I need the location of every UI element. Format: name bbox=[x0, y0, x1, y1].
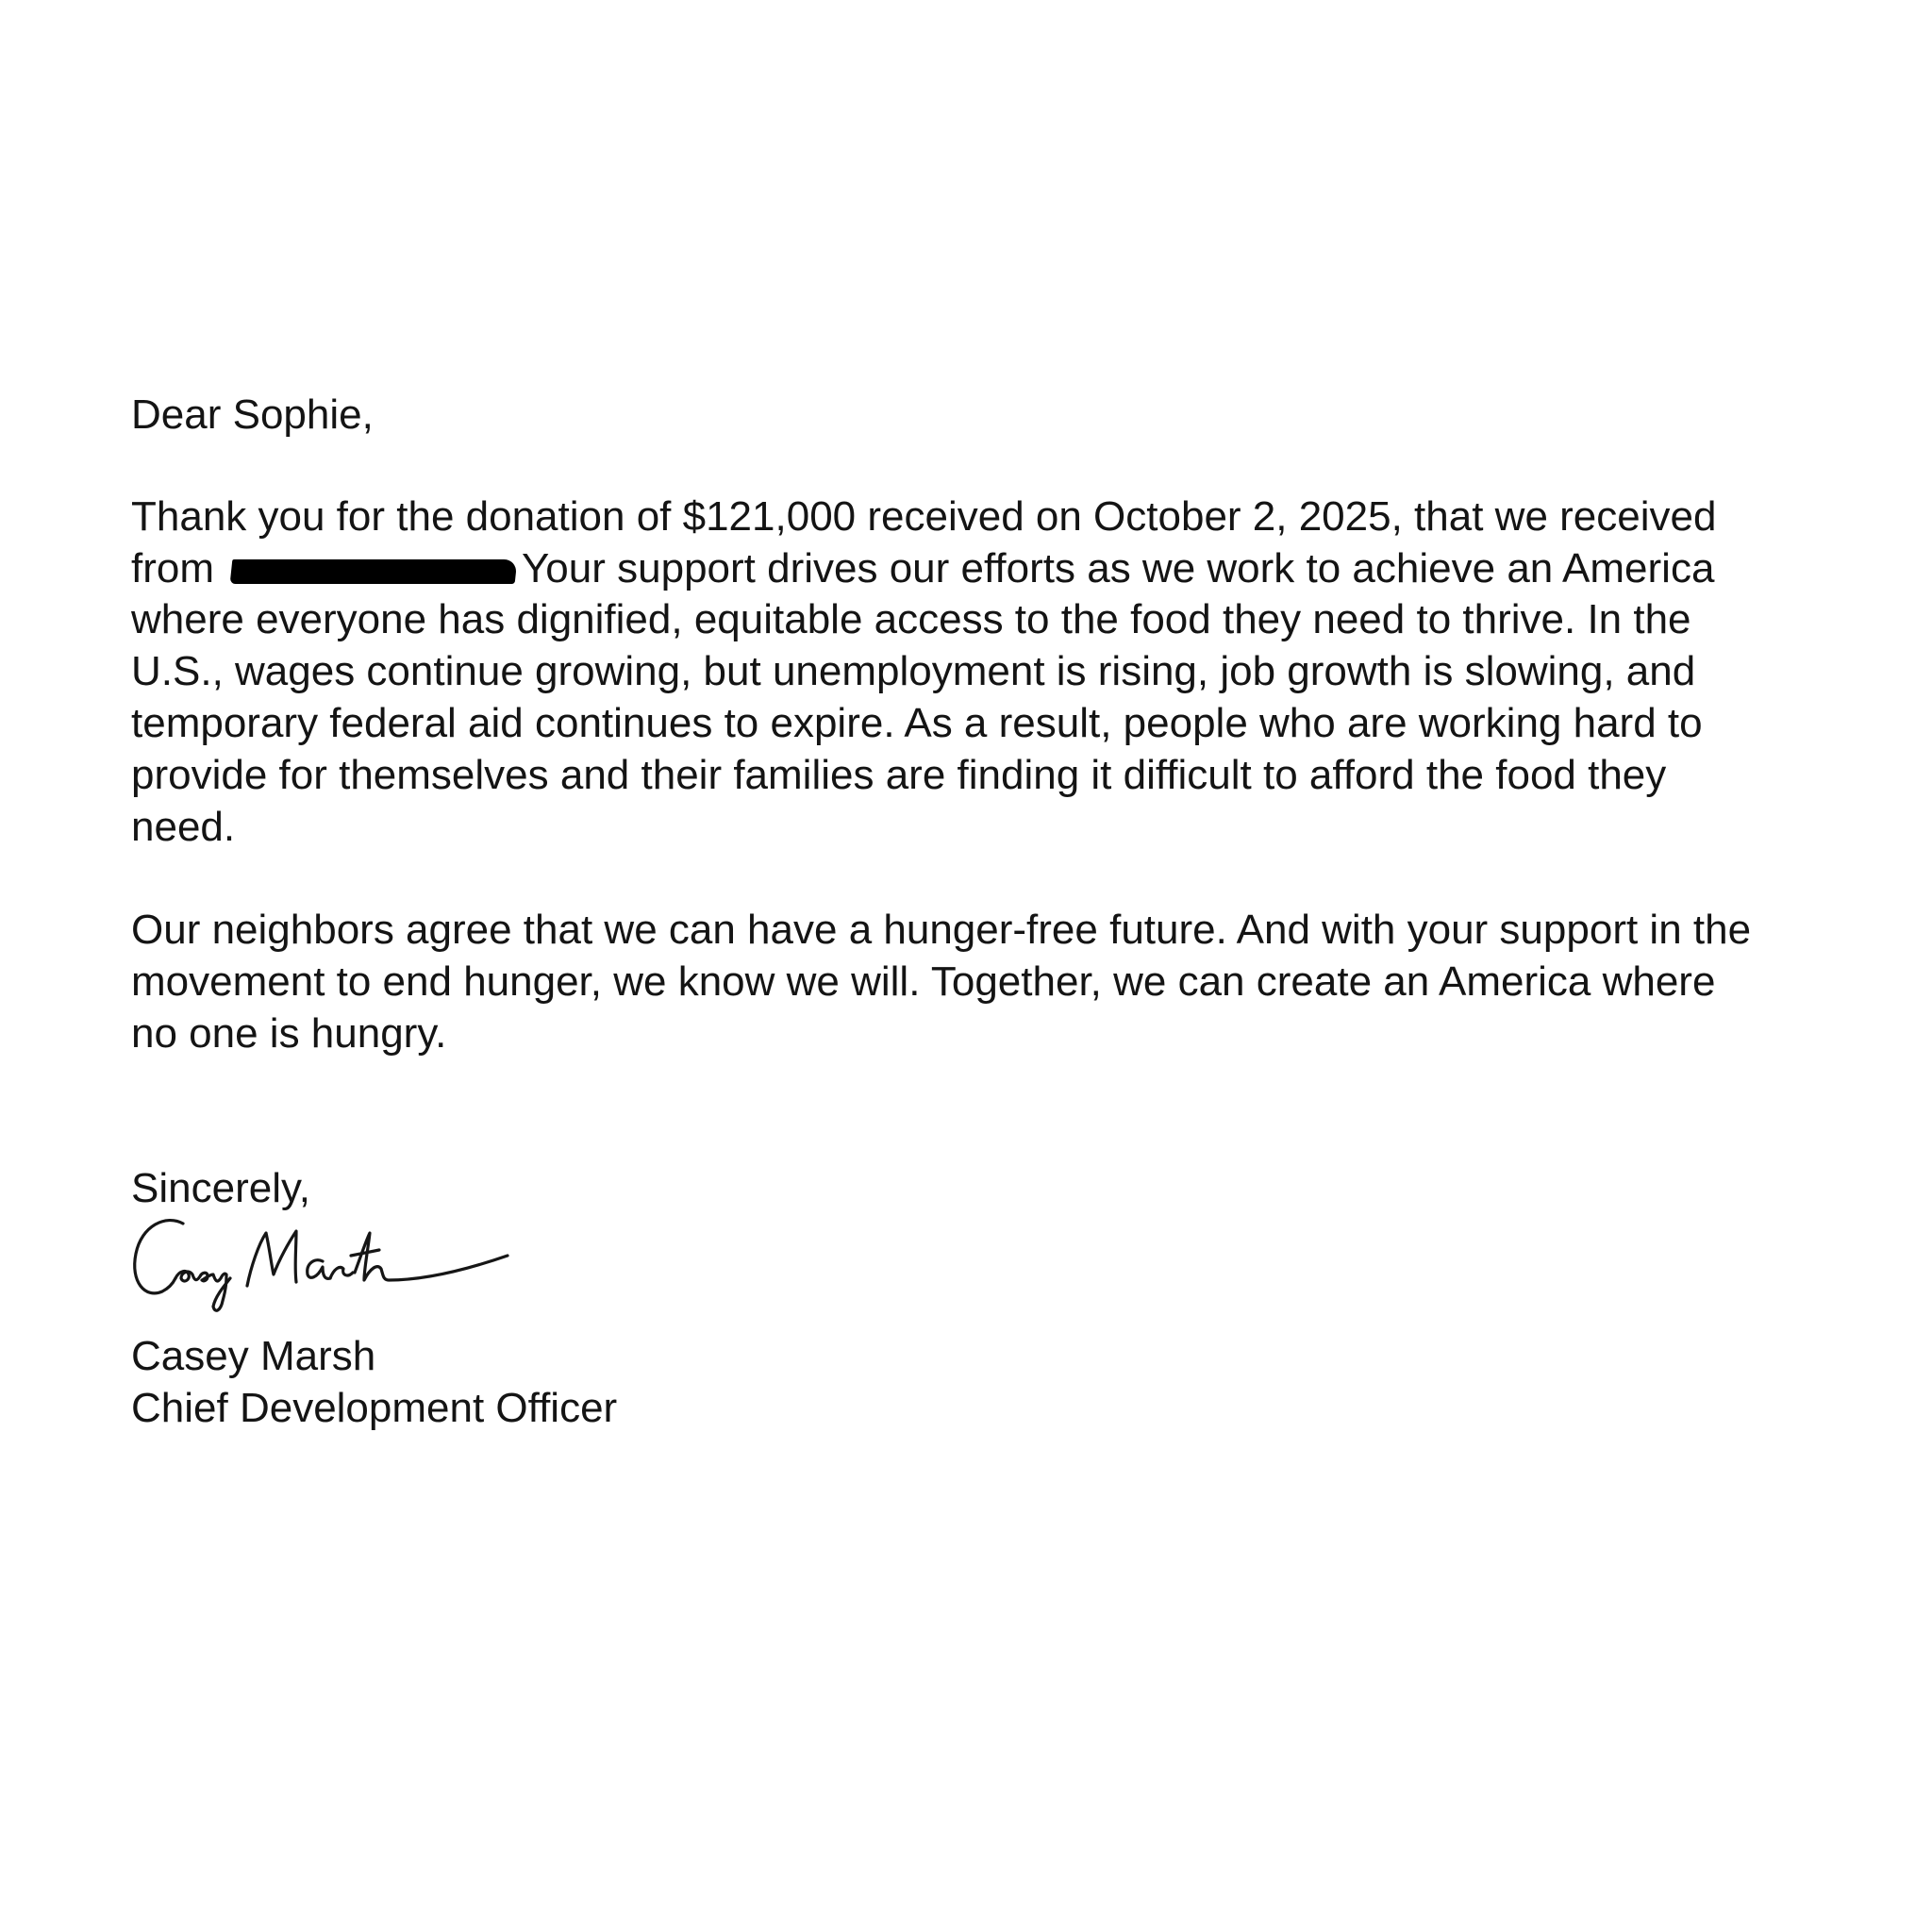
paragraph-1-line-2-start: from bbox=[131, 545, 214, 591]
signer-title: Chief Development Officer bbox=[131, 1385, 618, 1431]
signer-name: Casey Marsh bbox=[131, 1333, 376, 1379]
paragraph-1-line-3: where everyone has dignified, equitable access to the food they need to thrive. In the bbox=[131, 596, 1691, 642]
paragraph-1-line-7: need. bbox=[131, 804, 236, 850]
handwritten-signature bbox=[128, 1212, 525, 1324]
paragraph-1-line-2 bbox=[131, 542, 1714, 594]
paragraph-1-line-6: provide for themselves and their families are finding it difficult to afford the food they bbox=[131, 752, 1667, 798]
salutation: Dear Sophie, bbox=[131, 391, 374, 438]
paragraph-2-line-1: Our neighbors agree that we can have a hunger-free future. And with your support in the bbox=[131, 907, 1752, 953]
paragraph-2-line-2: movement to end hunger, we know we will. Together, we can create an America where bbox=[131, 958, 1716, 1005]
paragraph-1-line-4: U.S., wages continue growing, but unemployment is rising, job growth is slowing, and bbox=[131, 648, 1696, 694]
paragraph-1-line-5: temporary federal aid continues to expire. As a result, people who are working hard to bbox=[131, 700, 1703, 746]
paragraph-2-line-3: no one is hungry. bbox=[131, 1010, 447, 1057]
redacted-name-block bbox=[230, 559, 518, 584]
closing: Sincerely, bbox=[131, 1165, 310, 1211]
paragraph-1-line-1: Thank you for the donation of $121,000 received on October 2, 2025, that we received bbox=[131, 493, 1717, 540]
paragraph-1-line-2-end: Your support drives our efforts as we work to achieve an America bbox=[522, 545, 1715, 591]
